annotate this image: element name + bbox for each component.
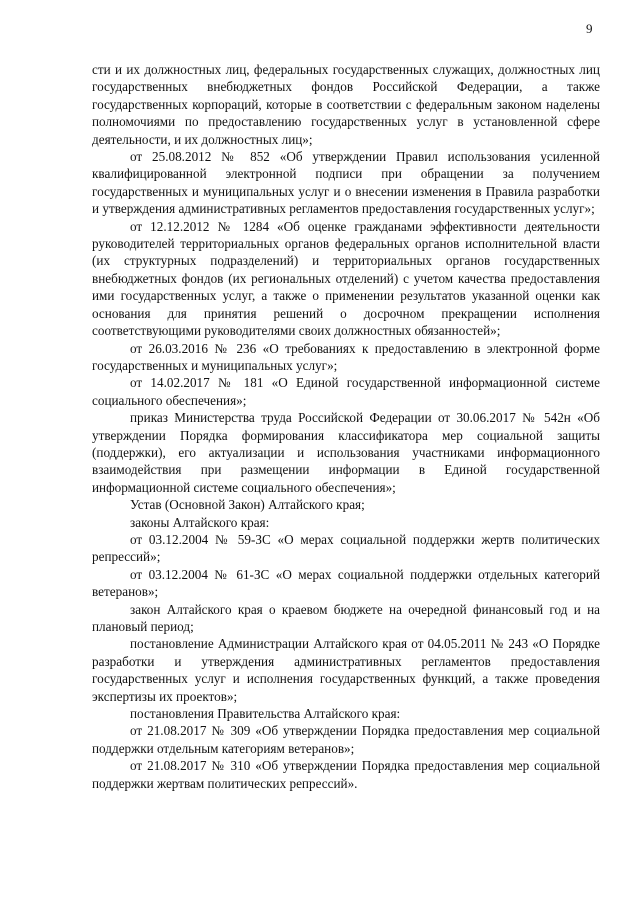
paragraph-charter: Устав (Основной Закон) Алтайского края; <box>130 497 365 513</box>
paragraph-resolution-309: от 21.08.2017 № 309 «Об утверждении Порядка предоставления мер социальной поддержки отдельным категориям ветеранов»; <box>92 723 600 756</box>
document-body <box>92 61 600 792</box>
paragraph-decree-1284: от 12.12.2012 № 1284 «Об оценке гражданами эффективности деятельности руководителей территориальных органов федеральных органов исполнительной власти (их структурных подразделений) и территориальных органов государственных внебюджетных фондов (их региональных отделений) с учетом качества предоставления ими государственных услуг, а также о применении результатов указанной оценки как основания для принятия решений о досрочном прекращении исполнения соответствующими руководителями своих должностных обязанностей»; <box>92 218 600 339</box>
paragraph-resolutions-heading: постановления Правительства Алтайского края: <box>130 706 401 722</box>
paragraph-laws-heading: законы Алтайского края: <box>130 514 270 530</box>
page-number: 9 <box>586 21 593 36</box>
paragraph-budget-law: закон Алтайского края о краевом бюджете на очередной финансовый год и на плановый период; <box>92 601 600 634</box>
paragraph-decree-236: от 26.03.2016 № 236 «О требованиях к предоставлению в электронной форме государственных и муниципальных услуг»; <box>92 340 600 373</box>
paragraph-decree-181: от 14.02.2017 № 181 «О Единой государственной информационной системе социального обеспечения»; <box>92 375 600 408</box>
paragraph-resolution-310: от 21.08.2017 № 310 «Об утверждении Порядка предоставления мер социальной поддержки жертвам политических репрессий». <box>92 758 600 791</box>
paragraph-continuation: сти и их должностных лиц, федеральных государственных служащих, должностных лиц государственных внебюджетных фондов Российской Федерации, а также государственных корпораций, которые в соответствии с федеральным законом наделены полномочиями по предоставлению государственных услуг в установленной сфере деятельности, и их должностных лиц»; <box>92 62 600 147</box>
paragraph-order-542n: приказ Министерства труда Российской Федерации от 30.06.2017 № 542н «Об утверждении Порядка формирования классификатора мер социальной защиты (поддержки), его актуализации и использования участниками информационного взаимодействия при размещении информации в Единой государственной информационной системе социального обеспечения»; <box>92 410 600 495</box>
paragraph-decree-852: от 25.08.2012 № 852 «Об утверждении Правил использования усиленной квалифицированной электронной подписи при обращении за получением государственных и муниципальных услуг и о внесении изменения в Правила разработки и утверждения административных регламентов предоставления государственных услуг»; <box>92 149 600 217</box>
paragraph-law-59zs: от 03.12.2004 № 59-ЗС «О мерах социальной поддержки жертв политических репрессий»; <box>92 531 600 565</box>
paragraph-resolution-243: постановление Администрации Алтайского края от 04.05.2011 № 243 «О Порядке разработки и утверждения административных регламентов предоставления государственных услуг и исполнения государственных функций, а также проведения экспертизы их проектов»; <box>92 636 600 704</box>
paragraph-law-61zs: от 03.12.2004 № 61-ЗС «О мерах социальной поддержки отдельных категорий ветеранов»; <box>92 566 600 600</box>
